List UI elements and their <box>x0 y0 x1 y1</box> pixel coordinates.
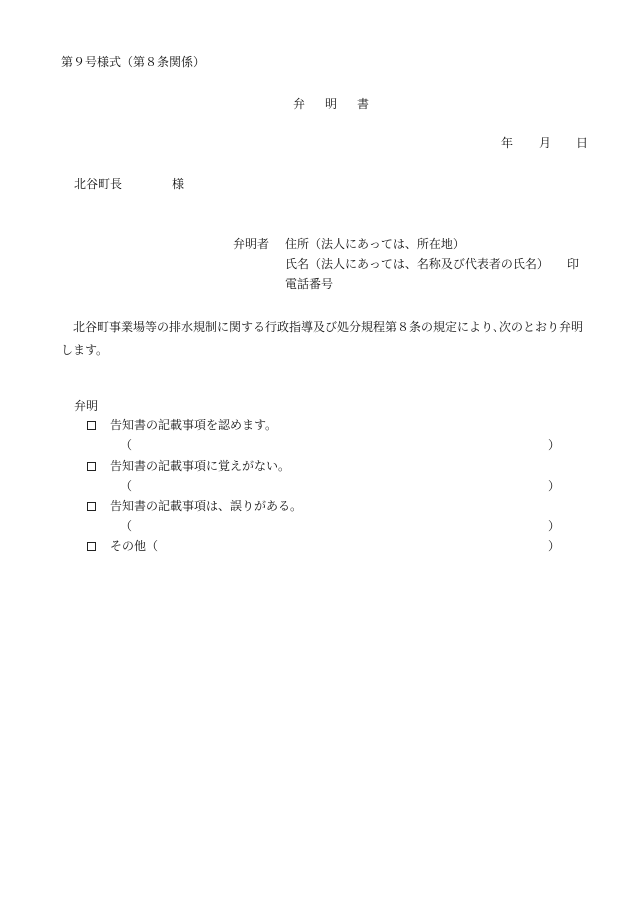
option-1-paren-open: （ <box>120 438 133 452</box>
date-year-label: 年 <box>501 136 514 150</box>
body-paragraph: 北谷町事業場等の排水規制に関する行政指導及び処分規程第８条の規定により､次のとおり弁明します。 <box>61 320 584 357</box>
addressee-honorific: 様 <box>172 177 185 191</box>
option-2-paren-open: （ <box>120 479 133 493</box>
option-3-label: 告知書の記載事項は、誤りがある。 <box>110 499 303 513</box>
section-label: 弁明 <box>74 399 99 413</box>
option-3-paren-close: ） <box>548 519 561 533</box>
option-3-checkbox[interactable] <box>87 502 96 511</box>
date-day-label: 日 <box>576 136 589 150</box>
option-4-label: その他（ <box>110 539 159 553</box>
date-month-label: 月 <box>539 136 552 150</box>
page-title <box>293 96 369 112</box>
name-label: 氏名（法人にあっては、名称及び代表者の氏名） <box>285 257 549 271</box>
declarant-label: 弁明者 <box>233 237 270 251</box>
option-4-checkbox[interactable] <box>87 542 96 551</box>
title-char-3: 書 <box>357 97 370 111</box>
phone-label: 電話番号 <box>285 277 334 291</box>
form-number: 第９号様式（第８条関係） <box>61 55 206 69</box>
option-2-checkbox[interactable] <box>87 462 96 471</box>
option-1-checkbox[interactable] <box>87 421 96 430</box>
addressee-name: 北谷町長 <box>74 177 123 191</box>
option-1-label: 告知書の記載事項を認めます。 <box>110 418 278 432</box>
address-label: 住所（法人にあっては、所在地） <box>285 237 465 251</box>
option-2-paren-close: ） <box>548 479 561 493</box>
option-2-label: 告知書の記載事項に覚えがない。 <box>110 459 291 473</box>
option-3-paren-open: （ <box>120 519 133 533</box>
title-char-1: 弁 <box>293 97 306 111</box>
seal-mark: 印 <box>567 257 580 271</box>
option-1-paren-close: ） <box>548 438 561 452</box>
option-4-paren-close: ） <box>548 539 561 553</box>
title-char-2: 明 <box>325 97 338 111</box>
